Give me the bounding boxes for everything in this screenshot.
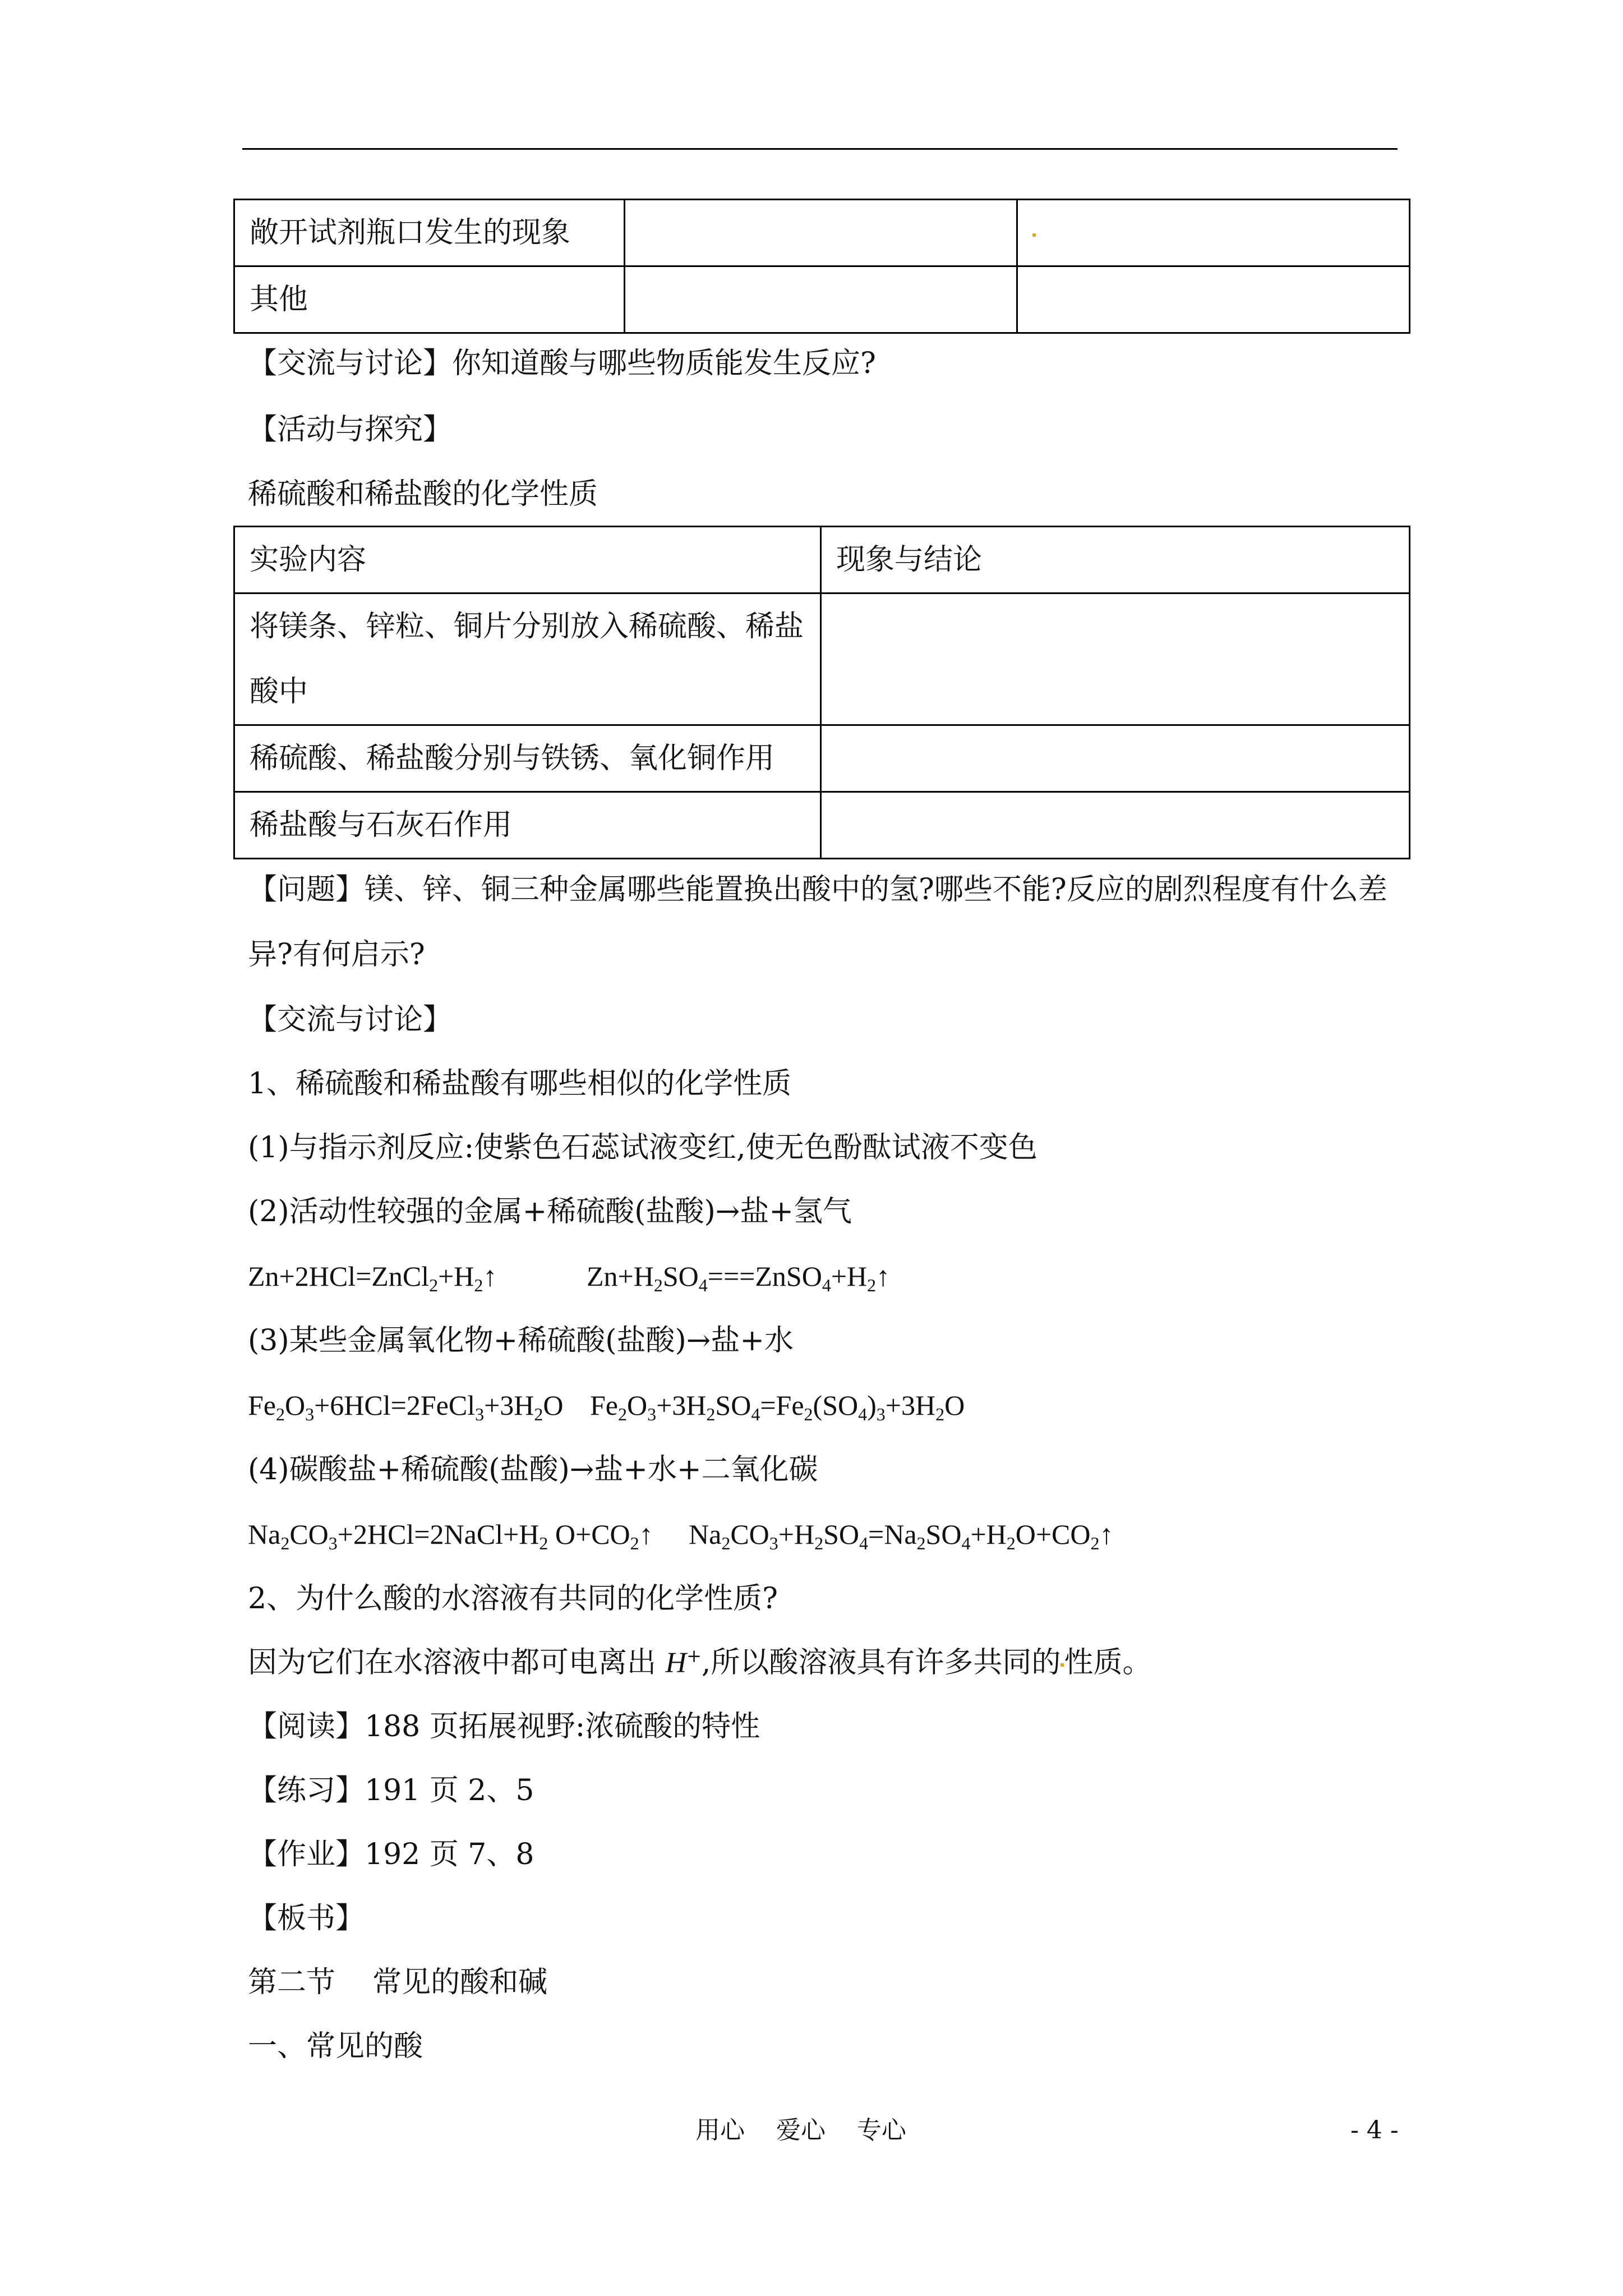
table-cell [821,725,1410,792]
table-cell: 稀硫酸、稀盐酸分别与铁锈、氧化铜作用 [234,725,821,792]
homework-line: 【作业】192 页 7、8 [248,1838,534,1871]
exercise-line: 【练习】191 页 2、5 [248,1774,534,1807]
paragraph: (1)与指示剂反应:使紫色石蕊试液变红,使无色酚酞试液不变色 [248,1131,1038,1165]
paragraph: 2、为什么酸的水溶液有共同的化学性质? [248,1582,778,1616]
table-cell: 稀盐酸与石灰石作用 [234,792,821,859]
table-cell [821,792,1410,859]
table-row [234,266,1410,333]
table-row [234,725,1410,792]
table-header-cell: 现象与结论 [821,527,1410,593]
table-row [234,792,1410,859]
table-cell [625,266,1017,333]
table-cell [1017,266,1410,333]
experiment-table [233,526,1410,859]
reading-line: 【阅读】188 页拓展视野:浓硫酸的特性 [248,1710,760,1743]
board-heading: 【板书】 [248,1902,365,1935]
discussion-heading: 【交流与讨论】你知道酸与哪些物质能发生反应? [248,347,876,380]
cell-line: 将镁条、锌粒、铜片分别放入稀硫酸、稀盐 [250,610,804,643]
table-cell [821,593,1410,725]
equation: $Zn+2HCl=ZnCl_2+H_2↑$ [248,1260,497,1295]
header-rule [242,148,1398,150]
section-title: 第二节 常见的酸和碱 [248,1966,548,1999]
paragraph: (4)碳酸盐+稀硫酸(盐酸)→盐+水+二氧化碳 [248,1453,818,1487]
table-header-row [234,527,1410,593]
page-number: - 4 - [1350,2116,1399,2145]
cell-line: 酸中 [250,675,308,708]
table-cell: 其他 [234,266,625,333]
table-row [234,593,1410,725]
footer-motto: 用心 爱心 专心 [695,2116,906,2145]
table-caption: 稀硫酸和稀盐酸的化学性质 [248,477,598,511]
ink-dot [1032,233,1036,237]
equation: $Na_2CO_3+H_2SO_4=Na_2SO_4+H_2O+CO_2↑$ [689,1519,1114,1553]
table-row [234,200,1410,266]
paragraph: 1、稀硫酸和稀盐酸有哪些相似的化学性质 [248,1067,792,1101]
table-cell [234,593,821,725]
table-cell [625,200,1017,266]
equation: $Fe_2O_3+6HCl=2FeCl_3+3H_2O$ [248,1389,564,1424]
paragraph: 因为它们在水溶液中都可电离出 H+,所以酸溶液具有许多共同的 性质。 [248,1645,1152,1680]
paragraph: (3)某些金属氧化物+稀硫酸(盐酸)→盐+水 [248,1324,794,1358]
activity-heading: 【活动与探究】 [248,413,453,447]
equation: $Na_2CO_3+2HCl=2NaCl+H_2$ $O+CO_2↑$ [248,1519,653,1553]
table-cell [1017,200,1410,266]
question-line: 异?有何启示? [248,938,425,972]
table-cell: 敞开试剂瓶口发生的现象 [234,200,625,266]
question-line: 【问题】镁、锌、铜三种金属哪些能置换出酸中的氢?哪些不能?反应的剧烈程度有什么差 [248,873,1387,907]
equation: $Zn+H_2SO_4===ZnSO_4+H_2↑$ [587,1260,891,1295]
equation: $Fe_2O_3+3H_2SO_4=Fe_2(SO_4)_3+3H_2O$ [590,1389,965,1424]
subsection-title: 一、常见的酸 [248,2030,423,2063]
paragraph: (2)活动性较强的金属+稀硫酸(盐酸)→盐+氢气 [248,1195,852,1228]
properties-table [233,199,1410,334]
table-header-cell: 实验内容 [234,527,821,593]
discussion-heading-2: 【交流与讨论】 [248,1003,453,1037]
